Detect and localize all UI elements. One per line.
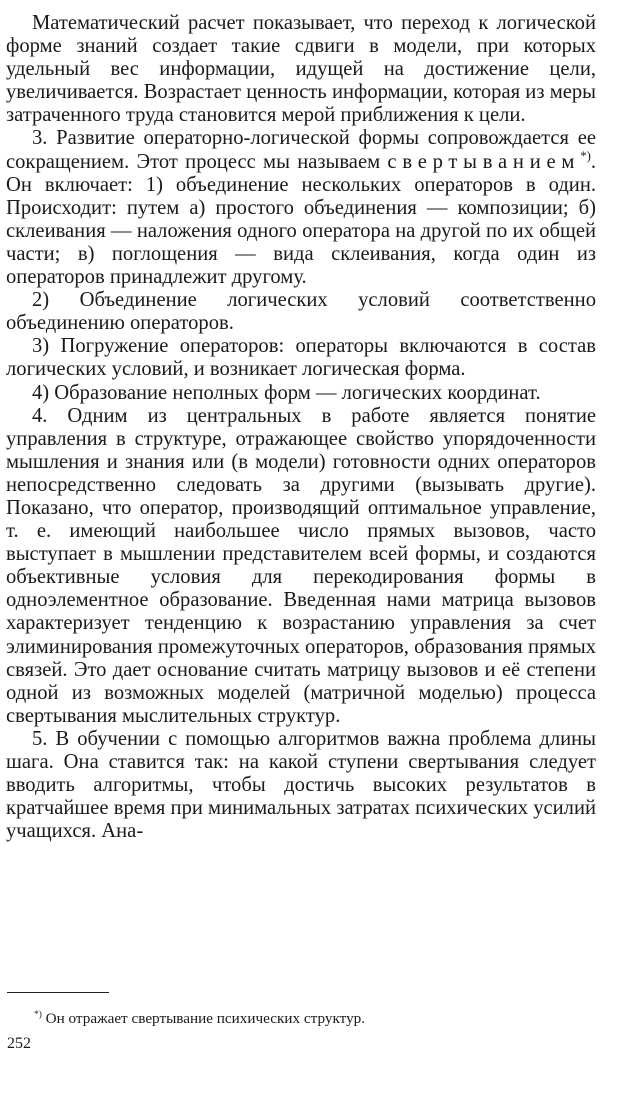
footnote-marker: *) [34,1009,42,1020]
paragraph-1: Математический расчет показывает, что переход к логической форме знаний создает такие сдвиги в модели, при которых удельный вес информации, идущей на достижение цели, увеличивается. Возрастает ценность информации, которая из меры затраченного труда становится мерой приближения к цели. [6,12,596,127]
footnote [34,1009,594,1028]
page-number: 252 [7,1035,31,1052]
body-text [6,12,596,843]
footnote-text: Он отражает свертывание психических структур. [41,1010,366,1027]
paragraph-2 [6,127,596,289]
spaced-term: свертыванием [387,150,581,173]
paragraph-2-start: 3. Развитие операторно-логической формы сопровождается ее сокращением. Этот процесс мы называем [6,127,596,173]
footnote-reference: *) [580,148,591,163]
paragraph-5: 4) Образование неполных форм — логических координат. [32,381,541,404]
paragraph-7: 5. В обучении с помощью алгоритмов важна проблема длины шага. Она ставится так: на какой ступени свертывания следует вводить алгоритмы, чтобы достичь высоких результатов в кратчайшее время при минимальных затратах психических усилий учащихся. Ана- [6,727,596,843]
paragraph-6: 4. Одним из центральных в работе является понятие управления в структуре, отражающее свойство упорядоченности мышления и знания или (в модели) готовности одних операторов непосредственно следовать за другими (вызывать другие). Показано, что оператор, производящий оптимальное управление, т. е. имеющий наибольшее число прямых вызовов, часто выступает в мышлении представителем всей формы, и создаются объективные условия для перекодирования формы в одноэлементное образование. Введенная нами матрица вызовов характеризует тенденцию к возрастанию управления за счет элиминирования промежуточных операторов, образования прямых связей. Это дает основание считать матрицу вызовов и её степени одной из возможных моделей (матричной моделью) процесса свертывания мыслительных структур. [6,404,596,727]
paragraph-3: 2) Объединение логических условий соответственно объединению операторов. [6,289,596,335]
paragraph-4: 3) Погружение операторов: операторы включаются в состав логических условий, и возникает логическая форма. [6,335,596,381]
paragraph-2-end: . Он включает: 1) объединение нескольких операторов в один. Происходит: путем а) простого объединения — композиции; б) склеивания — наложения одного оператора на другой по их общей части; в) поглощения — вида склеивания, когда один из операторов принадлежит другому. [6,150,596,289]
footnote-divider [7,992,109,993]
